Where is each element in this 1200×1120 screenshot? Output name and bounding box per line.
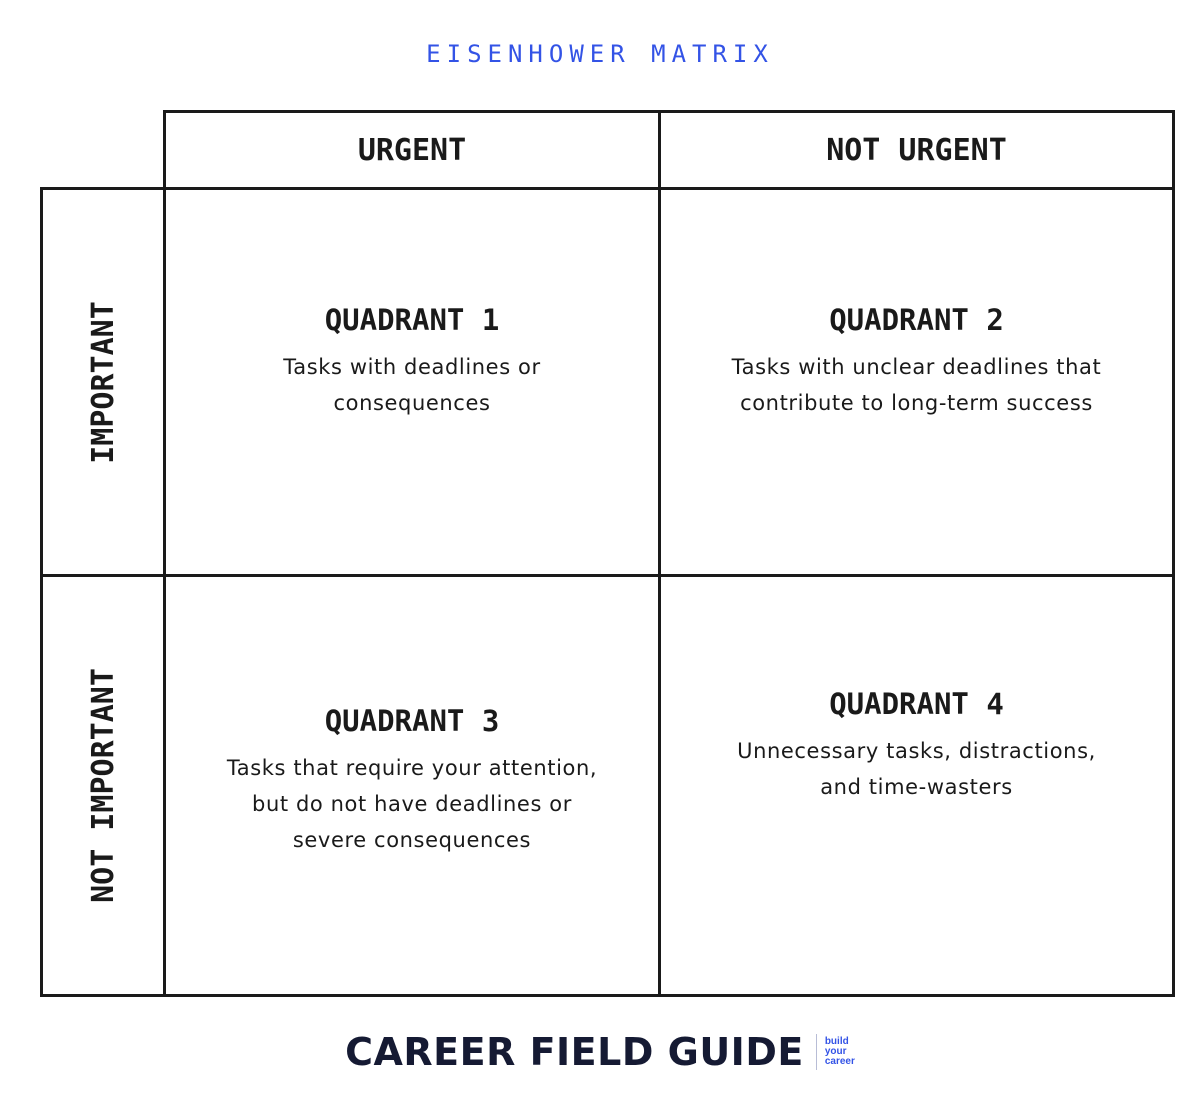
grid-line-bottom: [40, 994, 1175, 997]
brand-tagline-line: build: [824, 1036, 849, 1047]
quadrant-3-desc-line: but do not have deadlines or: [252, 791, 572, 816]
column-header-urgent: URGENT: [357, 132, 467, 168]
row-header-important-label: IMPORTANT: [85, 300, 121, 464]
row-header-important: [42, 190, 164, 574]
quadrant-4-desc-line: Unnecessary tasks, distractions,: [737, 738, 1096, 763]
matrix-title: EISENHOWER MATRIX: [426, 40, 774, 68]
brand-divider: [816, 1034, 817, 1070]
quadrant-3: [166, 577, 658, 994]
quadrant-2: [661, 190, 1172, 574]
quadrant-4-description: [737, 733, 1096, 805]
quadrant-4: [661, 577, 1172, 994]
quadrant-1-description: [283, 349, 540, 421]
quadrant-4-title: QUADRANT 4: [829, 686, 1004, 721]
quadrant-1-desc-line: Tasks with deadlines or: [283, 355, 541, 379]
quadrant-2-desc-line: Tasks with unclear deadlines that: [731, 355, 1102, 379]
brand-tagline: [825, 1037, 855, 1067]
quadrant-3-desc-line: Tasks that require your attention,: [226, 755, 598, 780]
quadrant-1-title: QUADRANT 1: [324, 303, 500, 337]
brand-name: CAREER FIELD GUIDE: [345, 1030, 804, 1074]
quadrant-3-description: [227, 750, 597, 858]
quadrant-1: [166, 190, 658, 574]
row-header-not-important: [42, 577, 164, 994]
row-header-not-important-label: NOT IMPORTANT: [85, 668, 121, 903]
quadrant-2-title: QUADRANT 2: [829, 303, 1004, 337]
quadrant-3-desc-line: severe consequences: [292, 827, 532, 852]
quadrant-1-desc-line: consequences: [333, 391, 491, 415]
grid-line-right: [1172, 110, 1175, 997]
brand-tagline-line: your: [824, 1046, 847, 1057]
quadrant-4-desc-line: and time-wasters: [820, 774, 1013, 799]
column-header-not-urgent: NOT URGENT: [826, 132, 1007, 168]
brand-tagline-line: career: [824, 1056, 855, 1067]
footer-brand: [0, 1030, 1200, 1074]
quadrant-2-description: [732, 349, 1102, 421]
quadrant-2-desc-line: contribute to long-term success: [740, 391, 1093, 415]
quadrant-3-title: QUADRANT 3: [324, 703, 500, 738]
